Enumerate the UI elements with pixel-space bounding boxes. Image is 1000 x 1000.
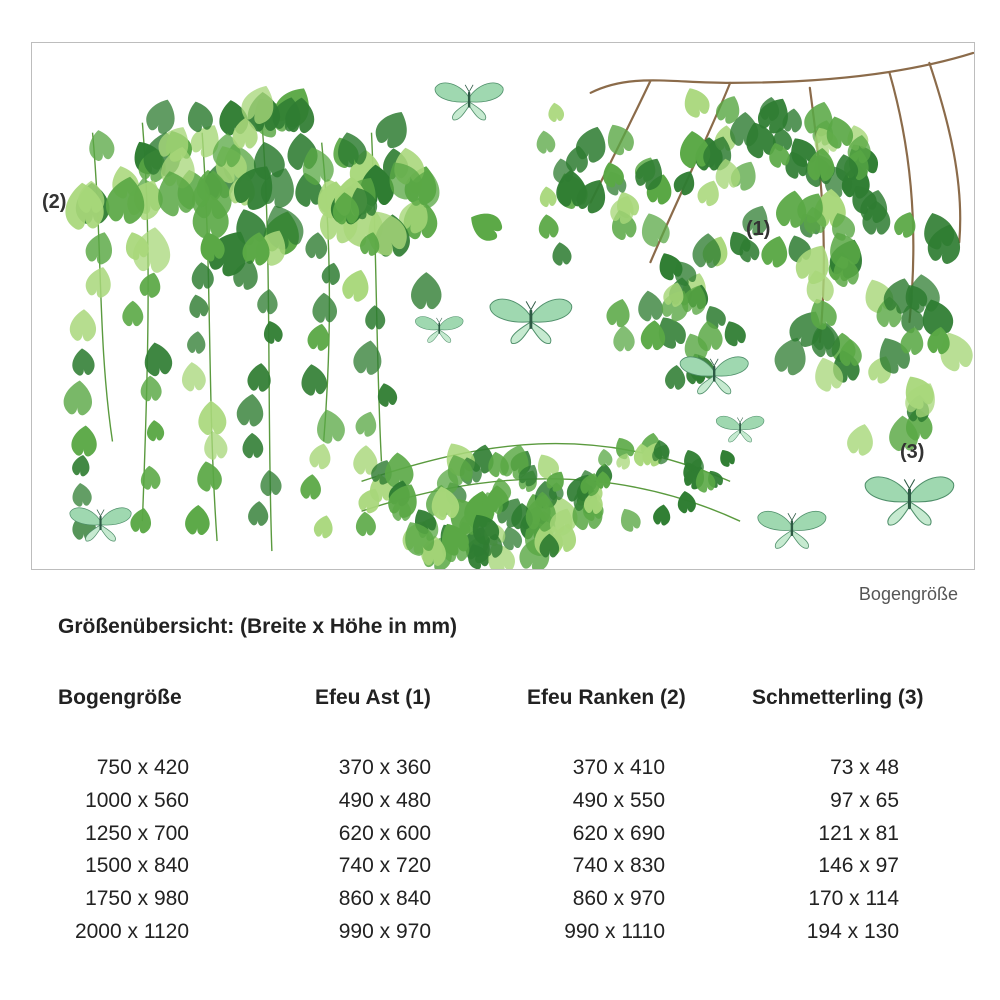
ivy-leaf-icon <box>307 441 333 471</box>
ivy-leaf-icon <box>313 406 348 445</box>
ivy-leaf-icon <box>353 409 380 439</box>
table-cell: 97 x 65 <box>830 788 899 812</box>
column-header-sheet-size: Bogengröße <box>58 686 182 709</box>
ivy-leaf-icon <box>613 325 635 352</box>
ivy-leaf-icon <box>86 128 117 163</box>
ivy-leaf-icon <box>550 241 573 267</box>
column-ivy-vines <box>564 752 665 949</box>
table-cell: 740 x 830 <box>572 854 665 878</box>
table-cell: 620 x 690 <box>572 821 665 845</box>
table-cell: 2000 x 1120 <box>74 919 189 943</box>
ivy-leaf-icon <box>83 228 117 266</box>
ivy-leaf-icon <box>71 482 93 508</box>
ivy-leaf-icon <box>536 213 560 240</box>
ivy-leaf-icon <box>352 338 385 376</box>
ivy-leaf-icon <box>141 340 174 378</box>
ivy-leaf-icon <box>597 448 614 467</box>
table-cell: 146 x 97 <box>818 854 899 878</box>
ivy-leaf-icon <box>339 266 373 304</box>
column-ivy-branch <box>339 752 431 949</box>
ivy-leaf-icon <box>355 511 377 537</box>
ivy-illustration <box>32 43 974 569</box>
ivy-leaf-icon <box>258 469 283 497</box>
ivy-leaf-icon <box>69 308 97 341</box>
table-cell: 860 x 970 <box>572 887 665 911</box>
ivy-leaf-icon <box>71 347 96 376</box>
ivy-leaf-icon <box>299 473 322 500</box>
ivy-leaf-icon <box>534 129 556 155</box>
ivy-leaf-icon <box>716 446 737 468</box>
marker-branch: (1) <box>746 218 771 240</box>
marker-vines: (2) <box>42 191 67 213</box>
table-cell: 370 x 360 <box>338 756 431 779</box>
sheet-size-caption: Bogengröße <box>858 584 958 604</box>
ivy-leaf-icon <box>242 432 264 458</box>
ivy-leaf-icon <box>320 261 343 286</box>
column-header-butterfly: Schmetterling (3) <box>752 686 924 709</box>
ivy-leaf-icon <box>652 503 672 526</box>
ivy-leaf-icon <box>845 421 878 458</box>
table-cell: 194 x 130 <box>806 919 899 943</box>
ivy-leaf-icon <box>83 264 115 300</box>
ivy-leaf-icon <box>247 500 269 526</box>
table-cell: 1500 x 840 <box>85 854 189 878</box>
ivy-leaf-icon <box>146 419 166 442</box>
ivy-leaf-icon <box>129 506 154 535</box>
ivy-leaf-icon <box>299 362 329 397</box>
ivy-leaf-icon <box>464 206 505 245</box>
table-cell: 121 x 81 <box>818 821 899 845</box>
column-sheet-size <box>75 752 189 949</box>
table-cell: 170 x 114 <box>808 887 899 911</box>
column-header-ivy-branch: Efeu Ast (1) <box>315 686 431 709</box>
ivy-leaf-icon <box>235 392 265 427</box>
ivy-leaf-icon <box>676 490 697 515</box>
ivy-leaf-icon <box>312 292 338 323</box>
ivy-leaf-icon <box>671 167 700 198</box>
ivy-leaf-icon <box>635 289 664 323</box>
size-overview-heading: Größenübersicht: (Breite x Höhe in mm) <box>58 615 458 638</box>
butterfly-icon <box>435 83 503 120</box>
ivy-leaf-icon <box>139 465 161 491</box>
ivy-leaf-icon <box>601 119 638 158</box>
ivy-leaf-icon <box>312 513 336 540</box>
ivy-leaf-icon <box>122 301 143 326</box>
ivy-leaf-icon <box>138 270 164 299</box>
butterfly-icon <box>758 511 826 548</box>
ivy-leaf-icon <box>547 101 566 122</box>
table-cell: 73 x 48 <box>830 756 899 779</box>
ivy-leaf-icon <box>261 319 285 346</box>
table-cell: 490 x 480 <box>338 788 431 812</box>
table-cell: 620 x 600 <box>338 821 431 845</box>
ivy-leaf-icon <box>604 296 634 329</box>
ivy-leaf-icon <box>197 400 227 436</box>
ivy-leaf-icon <box>678 83 713 120</box>
butterfly-icon <box>415 316 463 342</box>
ivy-leaf-icon <box>140 375 163 402</box>
table-cell: 1250 x 700 <box>85 821 189 845</box>
ivy-leaf-icon <box>63 379 94 416</box>
ivy-leaf-icon <box>616 504 644 534</box>
butterfly-icon <box>716 416 764 442</box>
butterfly-icon <box>865 477 954 525</box>
ivy-leaf-icon <box>186 330 207 354</box>
ivy-leaf-icon <box>411 272 441 309</box>
ivy-leaf-icon <box>256 288 279 315</box>
table-cell: 740 x 720 <box>338 854 431 878</box>
ivy-leaf-icon <box>180 361 207 393</box>
ivy-leaf-icon <box>365 305 386 330</box>
table-cell: 750 x 420 <box>96 756 189 779</box>
table-cell: 860 x 840 <box>338 887 431 911</box>
table-cell: 990 x 1110 <box>564 919 665 943</box>
ivy-leaf-icon <box>892 209 921 240</box>
butterfly-icon <box>490 299 572 344</box>
table-cell: 1750 x 980 <box>85 887 189 911</box>
sticker-sheet-preview <box>31 42 975 570</box>
table-cell: 370 x 410 <box>572 756 665 779</box>
ivy-leaf-icon <box>186 292 210 319</box>
table-cell: 990 x 970 <box>338 919 431 943</box>
column-butterfly <box>807 752 899 949</box>
ivy-leaf-icon <box>538 185 558 208</box>
ivy-leaf-icon <box>71 454 92 478</box>
table-cell: 1000 x 560 <box>85 788 189 812</box>
column-header-ivy-vines: Efeu Ranken (2) <box>527 686 686 709</box>
ivy-leaf-icon <box>371 105 415 152</box>
ivy-leaf-icon <box>194 459 224 493</box>
ivy-leaf-icon <box>636 209 673 250</box>
marker-butterfly: (3) <box>900 441 925 463</box>
ivy-leaf-icon <box>70 424 98 457</box>
ivy-leaf-icon <box>185 504 211 535</box>
table-cell: 490 x 550 <box>572 788 665 812</box>
